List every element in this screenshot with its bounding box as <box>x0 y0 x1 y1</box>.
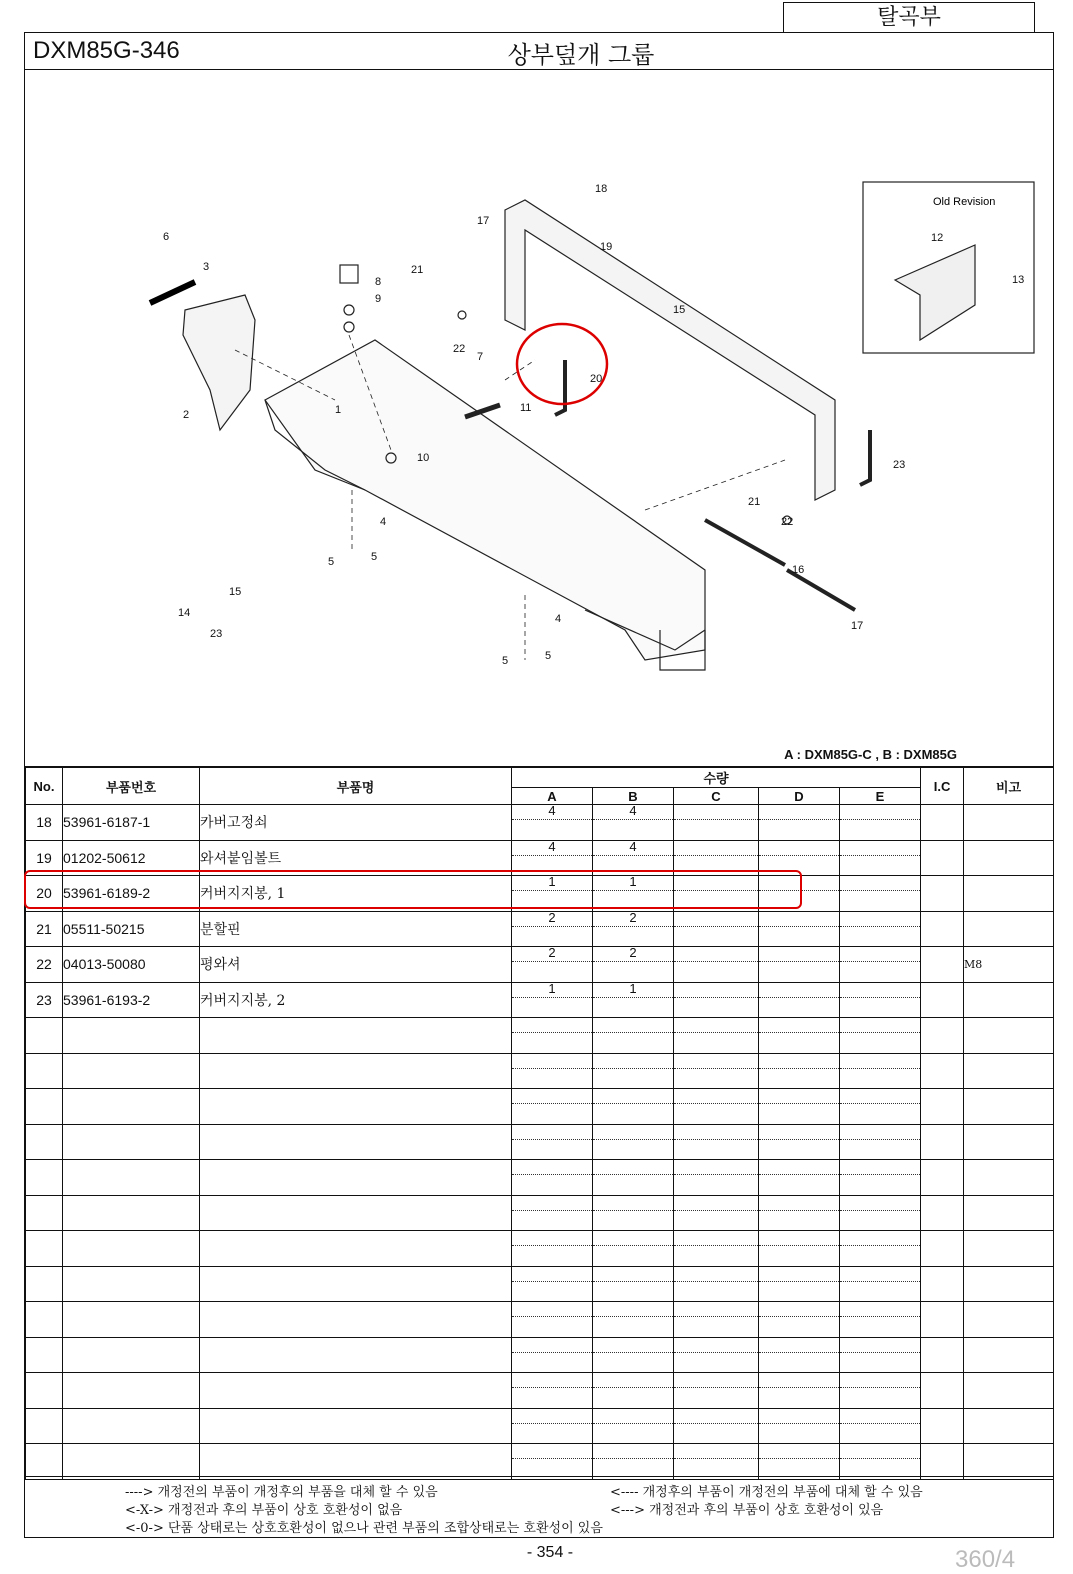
exploded-diagram <box>25 70 1053 767</box>
cell-no: 18 <box>26 805 63 841</box>
cell-c <box>674 1124 759 1160</box>
cell-note <box>964 1231 1054 1267</box>
qty-value: 4 <box>629 838 637 854</box>
callout-5: 5 <box>371 551 378 563</box>
cell-d <box>759 1337 840 1373</box>
col-qty-e: E <box>840 788 921 805</box>
cell-b <box>593 1089 674 1125</box>
cell-name <box>200 1018 512 1054</box>
table-row <box>26 805 1054 841</box>
table-row <box>26 1266 1054 1302</box>
cell-no: 21 <box>26 911 63 947</box>
cell-a <box>512 1160 593 1196</box>
cell-name: 카버고정쇠 <box>200 805 512 841</box>
cell-a <box>512 1337 593 1373</box>
cell-no <box>26 1053 63 1089</box>
exploded-view-drawing <box>25 70 1053 766</box>
cell-a <box>512 1018 593 1054</box>
cell-part-number: 53961-6187-1 <box>63 805 200 841</box>
table-row <box>26 947 1054 983</box>
cell-name <box>200 1337 512 1373</box>
callout-5: 5 <box>502 655 509 667</box>
cell-c <box>674 911 759 947</box>
cell-no <box>26 1231 63 1267</box>
cell-ic <box>921 1373 964 1409</box>
table-row <box>26 1337 1054 1373</box>
cell-b <box>593 1053 674 1089</box>
cell-part-number <box>63 1373 200 1409</box>
cell-e <box>840 1337 921 1373</box>
cell-note <box>964 1337 1054 1373</box>
qty-value: 4 <box>548 838 556 854</box>
qty-value: 2 <box>548 945 556 960</box>
cell-no <box>26 1302 63 1338</box>
cell-e <box>840 1089 921 1125</box>
cell-ic <box>921 1018 964 1054</box>
qty-value: 2 <box>629 945 637 960</box>
cell-no: 23 <box>26 982 63 1018</box>
cell-c <box>674 1231 759 1267</box>
cell-d <box>759 1302 840 1338</box>
cell-part-number <box>63 1089 200 1125</box>
callout-7: 7 <box>477 351 484 363</box>
cell-note <box>964 1053 1054 1089</box>
cell-no <box>26 1160 63 1196</box>
cell-name <box>200 1444 512 1480</box>
col-part-name: 부품명 <box>200 768 512 805</box>
highlight-circle <box>517 324 607 404</box>
cell-c <box>674 1160 759 1196</box>
callout-13: 13 <box>1012 274 1025 286</box>
qty-value: 2 <box>548 909 556 925</box>
qty-value: 4 <box>548 803 556 818</box>
cell-name <box>200 1302 512 1338</box>
cell-a <box>512 805 593 841</box>
cell-e <box>840 1231 921 1267</box>
cell-note <box>964 840 1054 876</box>
table-row <box>26 1195 1054 1231</box>
callout-9: 9 <box>375 293 382 305</box>
cell-part-number <box>63 1337 200 1373</box>
table-row <box>26 1408 1054 1444</box>
cell-a <box>512 1302 593 1338</box>
cell-e <box>840 947 921 983</box>
cell-part-number <box>63 1444 200 1480</box>
cell-name: 커버지지봉, 2 <box>200 982 512 1018</box>
qty-value: 1 <box>629 874 637 889</box>
col-no: No. <box>26 768 63 805</box>
cell-a <box>512 1444 593 1480</box>
table-row <box>26 1444 1054 1480</box>
cell-c <box>674 982 759 1018</box>
cell-c <box>674 1373 759 1409</box>
cell-a <box>512 1195 593 1231</box>
callout-23: 23 <box>210 628 223 640</box>
cell-name: 분할핀 <box>200 911 512 947</box>
section-tab: 탈곡부 <box>783 2 1035 32</box>
callout-19: 19 <box>600 241 613 253</box>
qty-value: 1 <box>548 874 556 889</box>
cell-note <box>964 1124 1054 1160</box>
cell-ic <box>921 1302 964 1338</box>
col-qty-d: D <box>759 788 840 805</box>
cell-part-number <box>63 1018 200 1054</box>
callout-23: 23 <box>893 459 906 471</box>
legend-line3: <-0-> 단품 상태로는 상호호환성이 없으나 관련 부품의 조합상태로는 호환성이 있음 <box>125 1521 603 1536</box>
cell-e <box>840 1373 921 1409</box>
cell-part-number <box>63 1302 200 1338</box>
cell-part-number <box>63 1053 200 1089</box>
qty-value: 1 <box>548 980 556 996</box>
cell-b <box>593 1337 674 1373</box>
legend-line1-right: <---- 개정후의 부품이 개정전의 부품에 대체 할 수 있음 <box>610 1485 923 1500</box>
cell-note <box>964 1195 1054 1231</box>
cell-e <box>840 1160 921 1196</box>
cell-note <box>964 982 1054 1018</box>
cell-note <box>964 1160 1054 1196</box>
callout-20: 20 <box>590 373 603 385</box>
callout-6: 6 <box>163 231 170 243</box>
cell-e <box>840 1444 921 1480</box>
cell-part-number: 04013-50080 <box>63 947 200 983</box>
callout-4: 4 <box>380 516 387 528</box>
cell-no <box>26 1266 63 1302</box>
cell-c <box>674 1053 759 1089</box>
callout-21: 21 <box>411 264 424 276</box>
cell-ic <box>921 840 964 876</box>
cell-note <box>964 805 1054 841</box>
callout-5: 5 <box>545 650 552 662</box>
cell-part-number <box>63 1160 200 1196</box>
cell-b <box>593 1160 674 1196</box>
cell-part-number <box>63 1195 200 1231</box>
cell-e <box>840 876 921 912</box>
table-row <box>26 1124 1054 1160</box>
cell-d <box>759 1160 840 1196</box>
callout-2: 2 <box>183 409 190 421</box>
cell-d <box>759 1373 840 1409</box>
cell-name <box>200 1160 512 1196</box>
cell-name <box>200 1124 512 1160</box>
cell-note <box>964 911 1054 947</box>
cell-d <box>759 1231 840 1267</box>
cell-a <box>512 1408 593 1444</box>
cell-a <box>512 911 593 947</box>
cell-part-number: 05511-50215 <box>63 911 200 947</box>
cell-note <box>964 1444 1054 1480</box>
callout-22: 22 <box>453 343 466 355</box>
cell-c <box>674 1266 759 1302</box>
cell-b <box>593 1373 674 1409</box>
cell-e <box>840 1408 921 1444</box>
cell-d <box>759 1089 840 1125</box>
cell-e <box>840 982 921 1018</box>
cell-ic <box>921 1195 964 1231</box>
cell-a <box>512 1373 593 1409</box>
cell-no <box>26 1195 63 1231</box>
cell-b <box>593 1302 674 1338</box>
cell-a <box>512 982 593 1018</box>
variant-note: A : DXM85G-C , B : DXM85G <box>784 747 957 762</box>
cell-e <box>840 1266 921 1302</box>
cell-b <box>593 1124 674 1160</box>
cell-b <box>593 1444 674 1480</box>
callout-21: 21 <box>748 496 761 508</box>
cell-ic <box>921 1444 964 1480</box>
cell-a <box>512 1089 593 1125</box>
col-quantity: 수량 <box>512 768 921 788</box>
cell-ic <box>921 1124 964 1160</box>
callout-17: 17 <box>477 215 490 227</box>
cell-b <box>593 1408 674 1444</box>
col-qty-a: A <box>512 788 593 805</box>
cell-name <box>200 1373 512 1409</box>
cell-d <box>759 1408 840 1444</box>
page-number: - 354 - <box>526 1544 574 1561</box>
cell-b <box>593 1018 674 1054</box>
cell-part-number: 53961-6189-2 <box>63 876 200 912</box>
cell-c <box>674 1444 759 1480</box>
table-row <box>26 982 1054 1018</box>
cell-b <box>593 947 674 983</box>
cell-d <box>759 1053 840 1089</box>
cell-no <box>26 1337 63 1373</box>
cell-e <box>840 1053 921 1089</box>
cell-ic <box>921 1231 964 1267</box>
cell-ic <box>921 876 964 912</box>
cell-e <box>840 1018 921 1054</box>
qty-value: 4 <box>629 803 637 818</box>
callout-15: 15 <box>673 304 686 316</box>
title-row <box>25 33 1053 70</box>
callout-1: 1 <box>335 404 342 416</box>
legend <box>25 1476 1053 1539</box>
cell-no <box>26 1444 63 1480</box>
cell-d <box>759 947 840 983</box>
cell-part-number <box>63 1231 200 1267</box>
cell-c <box>674 1089 759 1125</box>
callout-22: 22 <box>781 516 794 528</box>
cell-note <box>964 876 1054 912</box>
cell-ic <box>921 805 964 841</box>
cell-no <box>26 1089 63 1125</box>
cell-ic <box>921 1053 964 1089</box>
cell-c <box>674 947 759 983</box>
cell-d <box>759 1124 840 1160</box>
cell-note <box>964 1408 1054 1444</box>
col-ic: I.C <box>921 768 964 805</box>
callout-14: 14 <box>178 607 191 619</box>
table-row <box>26 1160 1054 1196</box>
cell-b <box>593 1231 674 1267</box>
cell-c <box>674 1408 759 1444</box>
cell-name <box>200 1231 512 1267</box>
cell-note <box>964 1373 1054 1409</box>
cell-note <box>964 1089 1054 1125</box>
cell-ic <box>921 947 964 983</box>
callout-18: 18 <box>595 183 608 195</box>
cell-name <box>200 1089 512 1125</box>
cell-note <box>964 1266 1054 1302</box>
cell-e <box>840 805 921 841</box>
cell-c <box>674 805 759 841</box>
parts-page-frame <box>24 32 1054 1538</box>
callout-10: 10 <box>417 452 430 464</box>
cell-name: 커버지지봉, 1 <box>200 876 512 912</box>
cell-no <box>26 1373 63 1409</box>
cell-d <box>759 805 840 841</box>
cell-no <box>26 1124 63 1160</box>
qty-value: 2 <box>629 909 637 925</box>
table-row <box>26 1053 1054 1089</box>
cell-ic <box>921 982 964 1018</box>
callout-4: 4 <box>555 613 562 625</box>
callout-11: 11 <box>520 402 532 414</box>
cell-d <box>759 1195 840 1231</box>
cell-c <box>674 1195 759 1231</box>
cell-part-number <box>63 1408 200 1444</box>
col-qty-c: C <box>674 788 759 805</box>
cell-e <box>840 840 921 876</box>
callout-5: 5 <box>328 556 335 568</box>
group-name: 상부덮개 그룹 <box>507 41 655 69</box>
cell-a <box>512 1231 593 1267</box>
cell-b <box>593 805 674 841</box>
legend-line2-left: <-X-> 개정전과 후의 부품이 상호 호환성이 없음 <box>125 1503 403 1518</box>
cell-a <box>512 1266 593 1302</box>
cell-d <box>759 911 840 947</box>
cell-e <box>840 911 921 947</box>
cell-name <box>200 1053 512 1089</box>
cell-d <box>759 1018 840 1054</box>
model-code: DXM85G-346 <box>33 37 180 64</box>
cell-name <box>200 1195 512 1231</box>
cell-b <box>593 911 674 947</box>
table-row <box>26 1302 1054 1338</box>
cell-ic <box>921 1408 964 1444</box>
callout-15: 15 <box>229 586 242 598</box>
table-row <box>26 1089 1054 1125</box>
cell-ic <box>921 1089 964 1125</box>
cell-ic <box>921 1337 964 1373</box>
qty-value: 1 <box>629 980 637 996</box>
cell-b <box>593 1266 674 1302</box>
old-revision-label: Old Revision <box>933 196 996 208</box>
cell-name <box>200 1266 512 1302</box>
cell-no <box>26 1018 63 1054</box>
table-row <box>26 1373 1054 1409</box>
cell-c <box>674 1018 759 1054</box>
table-row <box>26 911 1054 947</box>
callout-8: 8 <box>375 276 382 288</box>
cell-a <box>512 947 593 983</box>
table-row <box>26 1018 1054 1054</box>
cell-no: 20 <box>26 876 63 912</box>
cell-b <box>593 1195 674 1231</box>
cell-d <box>759 982 840 1018</box>
cell-no <box>26 1408 63 1444</box>
cell-a <box>512 1053 593 1089</box>
col-qty-b: B <box>593 788 674 805</box>
cell-ic <box>921 1266 964 1302</box>
table-row <box>26 1231 1054 1267</box>
cell-note <box>964 1018 1054 1054</box>
cell-name: 평와셔 <box>200 947 512 983</box>
highlight-row-box <box>24 870 802 909</box>
cell-a <box>512 1124 593 1160</box>
cell-part-number <box>63 1266 200 1302</box>
callout-17: 17 <box>851 620 864 632</box>
page-count: 360/4 <box>955 1546 1016 1573</box>
cell-ic <box>921 1160 964 1196</box>
cell-part-number: 01202-50612 <box>63 840 200 876</box>
cell-part-number <box>63 1124 200 1160</box>
cell-c <box>674 1337 759 1373</box>
cell-note <box>964 1302 1054 1338</box>
col-part-number: 부품번호 <box>63 768 200 805</box>
cell-name: 와셔붙임볼트 <box>200 840 512 876</box>
cell-no: 19 <box>26 840 63 876</box>
cell-note: M8 <box>964 947 1054 983</box>
cell-c <box>674 1302 759 1338</box>
cell-e <box>840 1302 921 1338</box>
cell-d <box>759 1444 840 1480</box>
cell-ic <box>921 911 964 947</box>
cell-b <box>593 982 674 1018</box>
callout-3: 3 <box>203 261 210 273</box>
cell-d <box>759 1266 840 1302</box>
col-remarks: 비고 <box>964 768 1054 805</box>
cell-name <box>200 1408 512 1444</box>
cell-part-number: 53961-6193-2 <box>63 982 200 1018</box>
legend-line1-left: ----> 개정전의 부품이 개정후의 부품을 대체 할 수 있음 <box>125 1485 438 1500</box>
callout-12: 12 <box>931 232 944 244</box>
callout-16: 16 <box>792 564 805 576</box>
cell-e <box>840 1195 921 1231</box>
cell-no: 22 <box>26 947 63 983</box>
legend-line2-right: <---> 개정전과 후의 부품이 상호 호환성이 있음 <box>610 1503 884 1518</box>
cell-e <box>840 1124 921 1160</box>
